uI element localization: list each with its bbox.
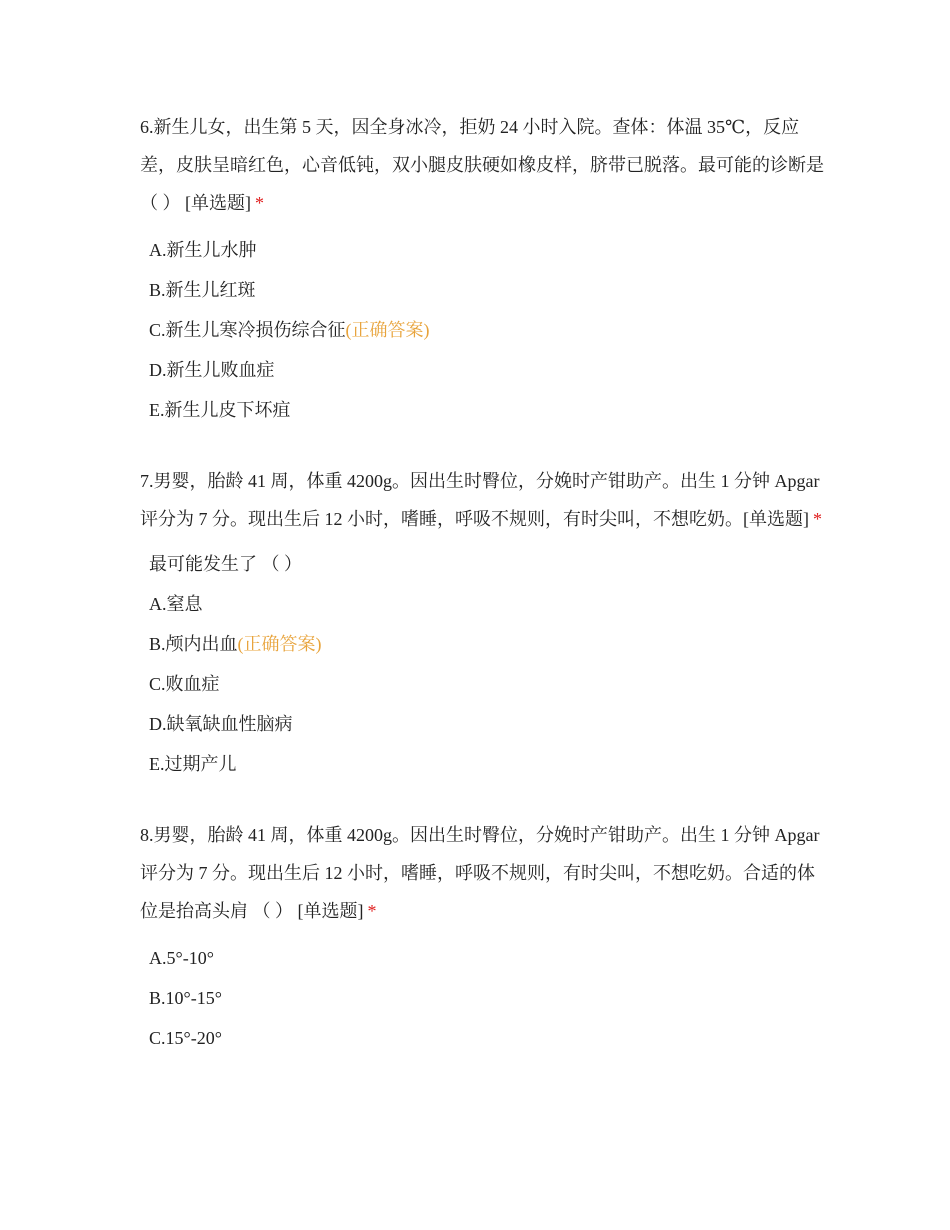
option-list	[140, 938, 830, 1058]
question-stem	[140, 816, 830, 930]
option-e[interactable]	[140, 744, 830, 784]
question-stem-text: 8.男婴，胎龄 41 周，体重 4200g。因出生时臀位，分娩时产钳助产。出生 1 分钟 Apgar 评分为 7 分。现出生后 12 小时，嗜睡，呼吸不规则，有时尖叫，不想吃奶。合适的体位是抬高头肩 （ ） [单选题]	[140, 825, 820, 921]
option-label: C.新生儿寒冷损伤综合征	[149, 320, 346, 340]
option-label: D.缺氧缺血性脑病	[149, 714, 293, 734]
question-6	[140, 108, 830, 430]
option-a[interactable]	[140, 584, 830, 624]
option-list	[140, 230, 830, 430]
option-label: A.5°-10°	[149, 948, 214, 968]
question-sub-stem: 最可能发生了 （ ）	[149, 554, 302, 574]
option-d[interactable]	[140, 350, 830, 390]
option-label: A.窒息	[149, 594, 203, 614]
question-stem	[140, 462, 830, 538]
option-label: C.败血症	[149, 674, 220, 694]
option-c[interactable]	[140, 1018, 830, 1058]
document-page	[140, 108, 830, 1090]
question-stem-text: 6.新生儿女，出生第 5 天，因全身冰冷，拒奶 24 小时入院。查体：体温 35℃，反应差，皮肤呈暗红色，心音低钝，双小腿皮肤硬如橡皮样，脐带已脱落。最可能的诊断是 （ ） [单选题]	[140, 117, 824, 213]
option-a[interactable]	[140, 938, 830, 978]
question-stem	[140, 108, 830, 222]
question-8	[140, 816, 830, 1058]
option-a[interactable]	[140, 230, 830, 270]
option-b[interactable]	[140, 978, 830, 1018]
option-b[interactable]	[140, 270, 830, 310]
option-label: A.新生儿水肿	[149, 240, 257, 260]
question-stem-text: 7.男婴，胎龄 41 周，体重 4200g。因出生时臀位，分娩时产钳助产。出生 1 分钟 Apgar 评分为 7 分。现出生后 12 小时，嗜睡，呼吸不规则，有时尖叫，不想吃奶。[单选题]	[140, 471, 820, 529]
option-label: B.10°-15°	[149, 988, 222, 1008]
question-7	[140, 462, 830, 784]
correct-answer-tag: (正确答案)	[237, 634, 322, 654]
option-c[interactable]	[140, 664, 830, 704]
required-mark: *	[367, 901, 377, 921]
option-label: E.新生儿皮下坏疽	[149, 400, 291, 420]
option-label: C.15°-20°	[149, 1028, 222, 1048]
option-c[interactable]	[140, 310, 830, 350]
option-list	[140, 584, 830, 784]
option-e[interactable]	[140, 390, 830, 430]
option-d[interactable]	[140, 704, 830, 744]
option-label: B.新生儿红斑	[149, 280, 256, 300]
option-label: B.颅内出血	[149, 634, 238, 654]
required-mark: *	[255, 193, 264, 213]
required-mark: *	[813, 509, 822, 529]
option-label: D.新生儿败血症	[149, 360, 275, 380]
option-b[interactable]	[140, 624, 830, 664]
option-label: E.过期产儿	[149, 754, 237, 774]
correct-answer-tag: (正确答案)	[345, 320, 430, 340]
